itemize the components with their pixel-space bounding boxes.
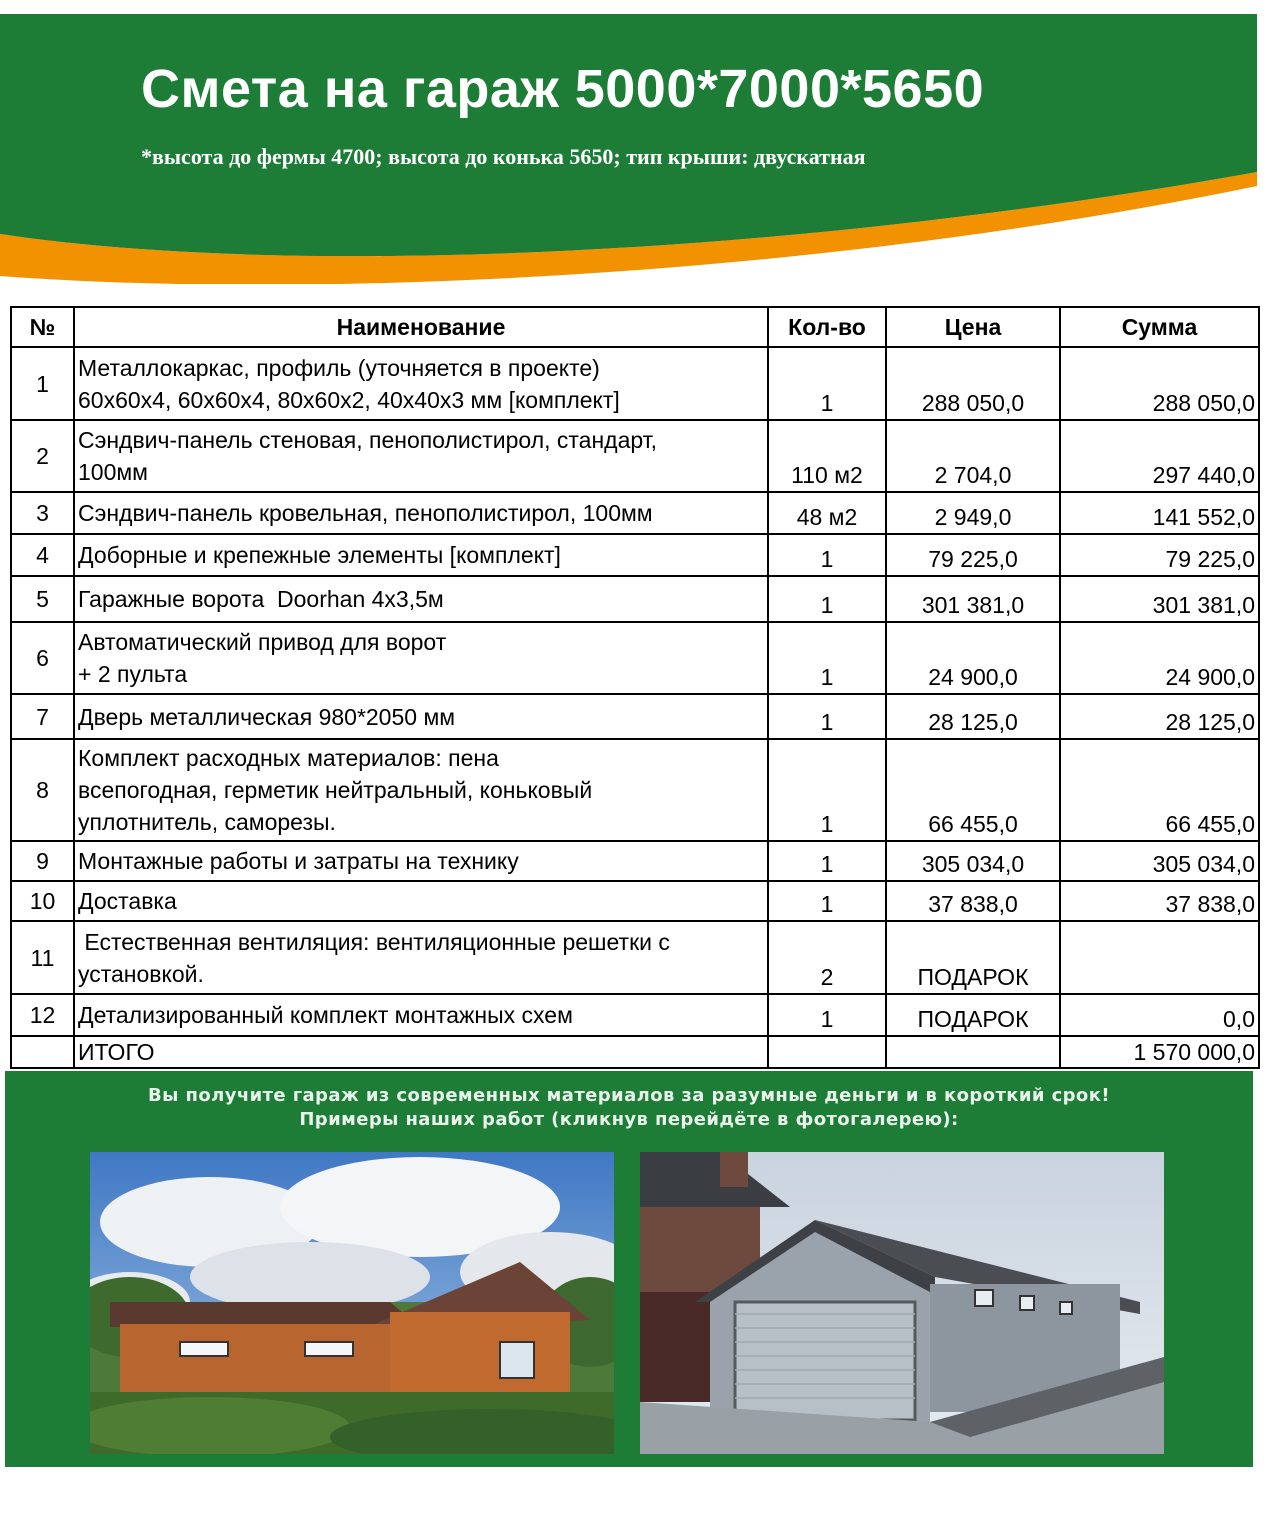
row-num: 3: [11, 492, 74, 534]
row-name: [74, 921, 768, 994]
row-sum: 66 455,0: [1060, 739, 1259, 841]
row-name-line: Гаражные ворота Doorhan 4х3,5м: [78, 586, 444, 612]
header-banner: [0, 14, 1257, 284]
total-sum: 1 570 000,0: [1060, 1036, 1259, 1068]
row-name-line: Естественная вентиляция: вентиляционные решетки с: [78, 928, 670, 955]
table-row: [11, 347, 1259, 420]
row-price: 79 225,0: [886, 534, 1060, 576]
row-price: 305 034,0: [886, 841, 1060, 881]
table-row: [11, 576, 1259, 622]
table-row: [11, 739, 1259, 841]
row-sum: 28 125,0: [1060, 694, 1259, 739]
row-price: 2 949,0: [886, 492, 1060, 534]
header-sum: Сумма: [1060, 307, 1259, 347]
row-qty: 110 м2: [768, 420, 886, 492]
row-name: [74, 622, 768, 694]
table-row: [11, 841, 1259, 881]
row-num: 1: [11, 347, 74, 420]
total-label: ИТОГО: [74, 1036, 768, 1068]
page-title: Смета на гараж 5000*7000*5650: [141, 59, 985, 119]
row-num: 4: [11, 534, 74, 576]
row-sum: 37 838,0: [1060, 881, 1259, 921]
row-num: 5: [11, 576, 74, 622]
row-name: [74, 347, 768, 420]
row-qty: 1: [768, 622, 886, 694]
row-num: 2: [11, 420, 74, 492]
promo-line-1: Вы получите гараж из современных материалов за разумные деньги и в короткий срок!: [148, 1085, 1110, 1106]
row-price: 288 050,0: [886, 347, 1060, 420]
row-sum: 297 440,0: [1060, 420, 1259, 492]
table-row: [11, 622, 1259, 694]
row-name-line: Сэндвич-панель стеновая, пенополистирол, стандарт,: [78, 427, 658, 453]
row-name: [74, 881, 768, 921]
row-name: [74, 534, 768, 576]
row-qty: 1: [768, 347, 886, 420]
row-name: [74, 420, 768, 492]
row-price: 24 900,0: [886, 622, 1060, 694]
row-name-line: Доставка: [78, 888, 177, 914]
row-sum: 0,0: [1060, 994, 1259, 1036]
row-name: [74, 694, 768, 739]
total-num-cell: [11, 1036, 74, 1068]
row-name-line: Металлокаркас, профиль (уточняется в проекте): [78, 354, 600, 381]
table-row: [11, 994, 1259, 1036]
row-qty: 1: [768, 739, 886, 841]
row-price: 66 455,0: [886, 739, 1060, 841]
row-name-line: установкой.: [78, 960, 204, 987]
row-name: [74, 739, 768, 841]
wooden-garage-photo[interactable]: [90, 1152, 614, 1454]
row-price: ПОДАРОК: [886, 994, 1060, 1036]
header-qty: Кол-во: [768, 307, 886, 347]
table-header-row: [11, 307, 1259, 347]
row-name-line: Дверь металлическая 980*2050 мм: [78, 703, 456, 730]
row-name-line: 100мм: [78, 459, 148, 485]
row-name: [74, 841, 768, 881]
row-qty: 48 м2: [768, 492, 886, 534]
row-name-line: 60х60х4, 60х60х4, 80х60х2, 40х40х3 мм [комплект]: [78, 386, 620, 413]
row-num: 7: [11, 694, 74, 739]
row-num: 6: [11, 622, 74, 694]
row-name-line: + 2 пульта: [78, 661, 188, 687]
row-name-line: Монтажные работы и затраты на технику: [78, 848, 519, 874]
row-sum: 79 225,0: [1060, 534, 1259, 576]
grey-garage-photo[interactable]: [640, 1152, 1164, 1454]
header-num: №: [11, 307, 74, 347]
total-qty-cell: [768, 1036, 886, 1068]
row-name-line: уплотнитель, саморезы.: [78, 809, 336, 835]
table-row: [11, 492, 1259, 534]
row-name-line: Автоматический привод для ворот: [78, 629, 447, 655]
row-name-line: Детализированный комплект монтажных схем: [78, 1002, 573, 1028]
row-num: 9: [11, 841, 74, 881]
row-qty: 1: [768, 576, 886, 622]
row-name-line: всепогодная, герметик нейтральный, коньковый: [78, 777, 593, 803]
table-row: [11, 420, 1259, 492]
row-qty: 1: [768, 994, 886, 1036]
row-num: 11: [11, 921, 74, 994]
row-name-line: Сэндвич-панель кровельная, пенополистирол, 100мм: [78, 500, 653, 526]
total-price-cell: [886, 1036, 1060, 1068]
row-sum: 24 900,0: [1060, 622, 1259, 694]
promo-line-2: Примеры наших работ (кликнув перейдёте в фотогалерею):: [299, 1109, 959, 1130]
header-price: Цена: [886, 307, 1060, 347]
row-sum: 288 050,0: [1060, 347, 1259, 420]
row-name-line: Доборные и крепежные элементы [комплект]: [78, 542, 561, 568]
header-name: Наименование: [74, 307, 768, 347]
row-qty: 1: [768, 881, 886, 921]
row-price: 301 381,0: [886, 576, 1060, 622]
estimate-table: [10, 306, 1260, 1069]
table-row: [11, 921, 1259, 994]
row-name: [74, 994, 768, 1036]
promo-block: [5, 1071, 1253, 1467]
table-row: [11, 534, 1259, 576]
row-name-line: Комплект расходных материалов: пена: [78, 745, 499, 771]
row-num: 8: [11, 739, 74, 841]
row-name: [74, 492, 768, 534]
row-price: 28 125,0: [886, 694, 1060, 739]
row-price: ПОДАРОК: [886, 921, 1060, 994]
row-num: 12: [11, 994, 74, 1036]
page-subtitle: *высота до фермы 4700; высота до конька 5650; тип крыши: двускатная: [141, 144, 866, 169]
row-sum: [1060, 921, 1259, 994]
total-row: [11, 1036, 1259, 1068]
row-sum: 301 381,0: [1060, 576, 1259, 622]
row-sum: 141 552,0: [1060, 492, 1259, 534]
table-row: [11, 881, 1259, 921]
row-qty: 1: [768, 694, 886, 739]
table-row: [11, 694, 1259, 739]
row-num: 10: [11, 881, 74, 921]
row-sum: 305 034,0: [1060, 841, 1259, 881]
row-price: 37 838,0: [886, 881, 1060, 921]
row-qty: 1: [768, 534, 886, 576]
row-price: 2 704,0: [886, 420, 1060, 492]
row-qty: 1: [768, 841, 886, 881]
row-name: [74, 576, 768, 622]
row-qty: 2: [768, 921, 886, 994]
